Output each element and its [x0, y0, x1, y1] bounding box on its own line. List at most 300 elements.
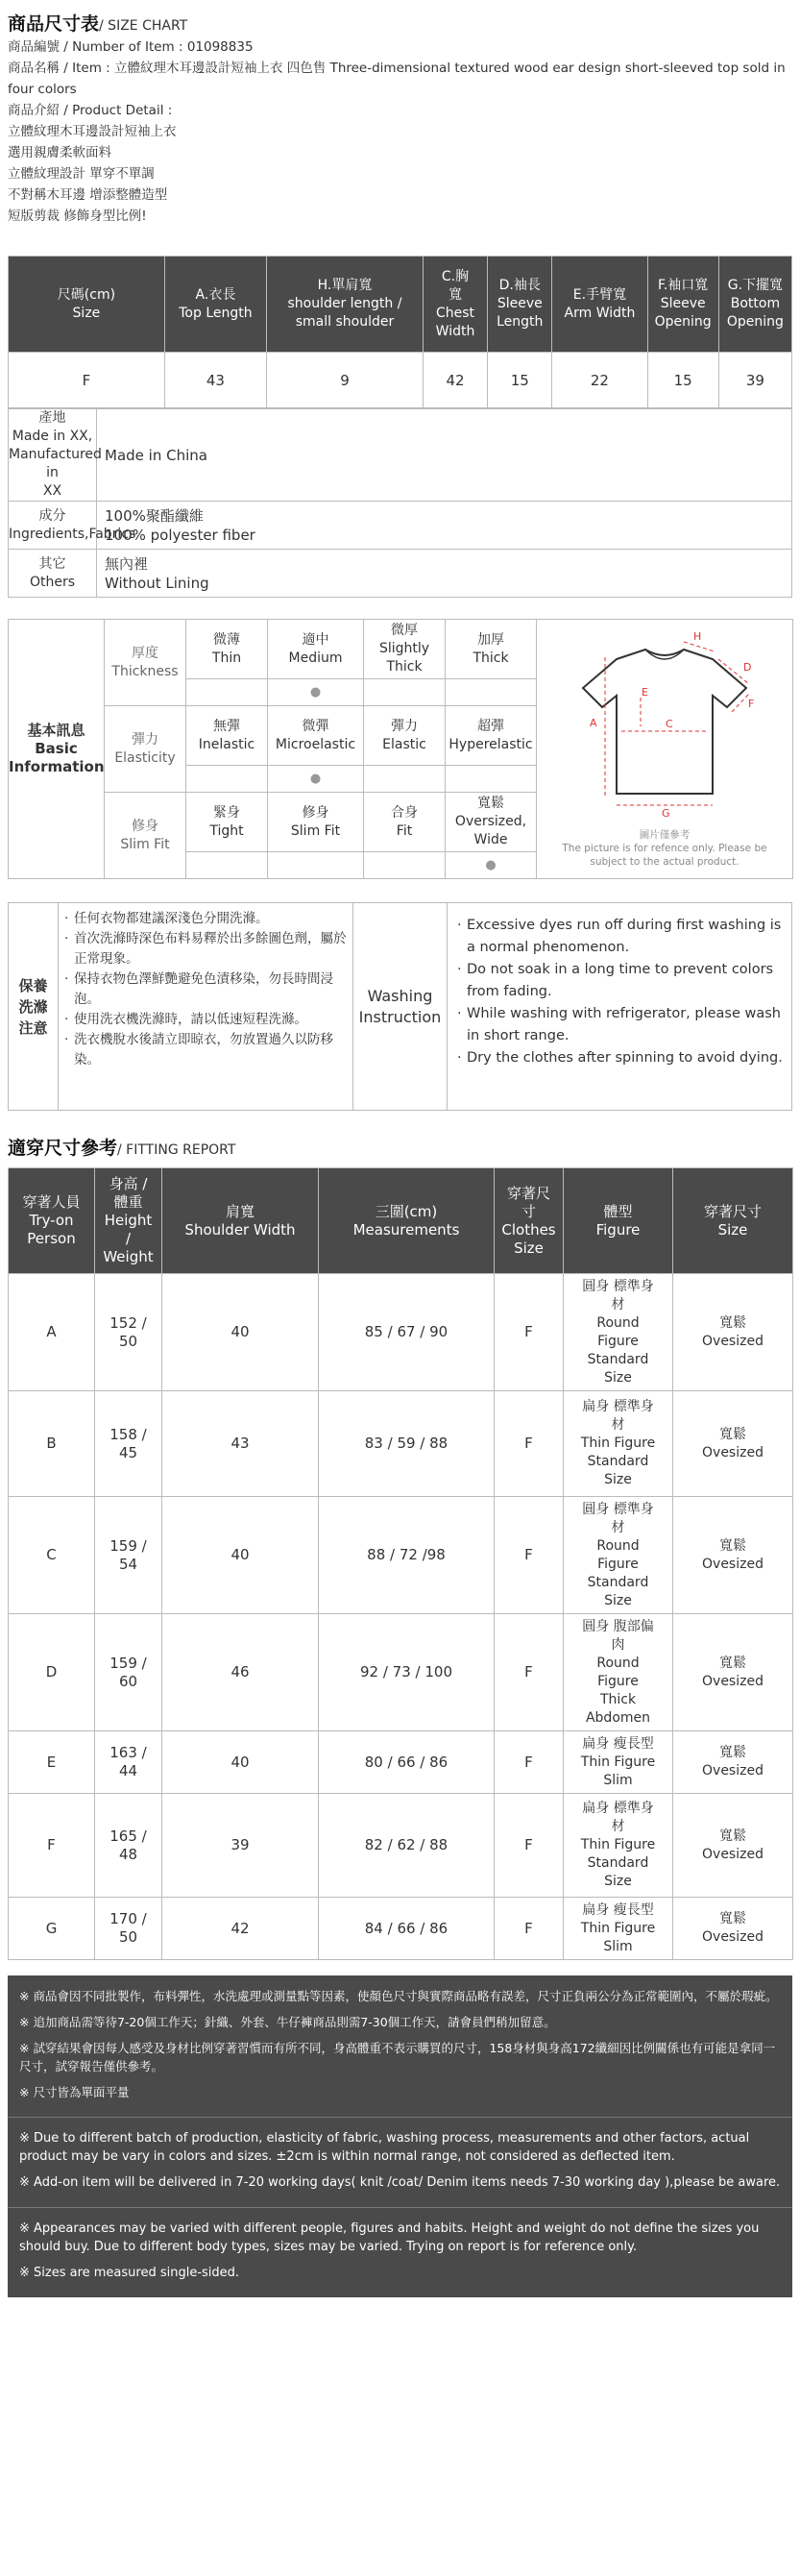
figure-line: Thin Figure	[580, 1837, 656, 1852]
hw-line: 170 /	[109, 1910, 147, 1927]
header-line: Measurements	[352, 1220, 460, 1239]
figure-line: 扁身 瘦長型	[582, 1735, 654, 1752]
person-cell: A	[9, 1274, 95, 1391]
label-line: 產地	[38, 410, 66, 426]
header-line: Opening	[726, 314, 784, 330]
header-line: G.下擺寬	[727, 278, 784, 293]
figure-line: Standard	[587, 1855, 649, 1871]
figure-line: 圓身 腹部偏	[582, 1618, 654, 1634]
clothes-size-cell: F	[495, 1391, 564, 1497]
diagram-letter: G	[662, 806, 670, 820]
fit-marker-empty	[186, 852, 268, 879]
fit-option	[186, 793, 268, 852]
header-line: 肩寬	[225, 1202, 255, 1220]
fitting-report-title	[8, 1134, 792, 1160]
hw-line: 165 /	[109, 1827, 147, 1845]
figure-line: Round	[596, 1655, 640, 1671]
fit-line: 寬鬆	[719, 1314, 746, 1331]
option-line: 彈力	[391, 718, 418, 734]
size-value-cell: 15	[488, 353, 552, 408]
figure-line: 扁身 標準身	[582, 1399, 654, 1414]
option-line: 超彈	[477, 718, 504, 734]
figure-line: Standard	[587, 1574, 649, 1590]
size-chart-header-row	[9, 257, 792, 353]
size-chart-data-row	[9, 353, 792, 408]
fit-label	[105, 793, 186, 879]
fit-line: Ovesized	[702, 1673, 764, 1689]
clothes-size-cell: F	[495, 1731, 564, 1794]
person-cell: F	[9, 1794, 95, 1898]
clothes-size-cell: F	[495, 1614, 564, 1731]
option-line: 適中	[302, 631, 329, 648]
size-value-cell: 22	[552, 353, 647, 408]
option-line: 合身	[391, 804, 418, 821]
label-line: 洗滌	[18, 997, 48, 1016]
title-en: / SIZE CHART	[99, 18, 188, 34]
washing-table	[8, 902, 792, 1111]
hw-line: 152 /	[109, 1313, 147, 1332]
fitting-row	[9, 1614, 793, 1731]
caption-line: subject to the actual product.	[590, 855, 739, 868]
elasticity-marker-empty	[186, 766, 268, 793]
person-cell: G	[9, 1898, 95, 1960]
figure-line: Figure	[597, 1556, 639, 1572]
fitting-row	[9, 1391, 793, 1497]
fabric-value	[97, 502, 792, 550]
height-weight-cell	[95, 1274, 162, 1391]
option-line: 加厚	[477, 631, 504, 648]
origin-row	[9, 409, 792, 502]
product-detail-line: 立體紋理木耳邊設計短袖上衣	[8, 124, 177, 139]
fitting-col-header	[95, 1168, 162, 1274]
shoulder-cell: 42	[162, 1898, 319, 1960]
header-line: Sleeve	[497, 296, 543, 311]
hw-line: 50	[118, 1928, 138, 1946]
option-line: 無彈	[213, 718, 240, 734]
thickness-marker-empty	[364, 679, 446, 706]
figure-line: 扁身 瘦長型	[582, 1901, 654, 1918]
thickness-option	[364, 620, 446, 679]
tshirt-diagram-icon	[549, 630, 780, 822]
fit-line: Ovesized	[702, 1846, 764, 1862]
figure-line: 材	[611, 1296, 625, 1313]
label-line: 成分	[38, 507, 66, 524]
size-value-cell: 9	[267, 353, 424, 408]
note-line: ※ 追加商品需等待7-20個工作天；針織、外套、牛仔褲商品則需7-30個工作天，請會員們稍加留意。	[19, 2015, 556, 2029]
person-cell: D	[9, 1614, 95, 1731]
clothes-size-cell: F	[495, 1898, 564, 1960]
label-line: Others	[29, 574, 76, 590]
thickness-option	[186, 620, 268, 679]
elasticity-marker-empty	[364, 766, 446, 793]
fit-size-cell	[673, 1731, 793, 1794]
label-line: Washing	[367, 986, 433, 1005]
hw-line: 50	[118, 1332, 138, 1350]
option-line: Slightly	[378, 641, 430, 656]
header-line: 寬	[448, 286, 463, 303]
others-label	[9, 550, 97, 598]
option-line: Slim Fit	[290, 822, 341, 839]
thickness-selected-marker: ●	[268, 679, 364, 706]
figure-cell	[564, 1614, 673, 1731]
header-line: C.胸	[441, 268, 470, 284]
label-line: 其它	[38, 555, 66, 572]
label-line: Ingredients,Fabrics	[9, 526, 136, 542]
figure-line: Size	[604, 1472, 632, 1487]
item-name: 商品名稱 / Item : 立體紋理木耳邊設計短袖上衣 四色售 Three-dimensional textured wood ear design short-sleeved top sold in four colors	[8, 61, 786, 97]
size-col-header	[647, 257, 718, 353]
label-line: XX	[42, 483, 62, 499]
figure-cell	[564, 1274, 673, 1391]
fit-line: Ovesized	[702, 1929, 764, 1945]
option-line: Tight	[209, 822, 244, 839]
fabric-row	[9, 502, 792, 550]
figure-line: Figure	[597, 1333, 639, 1349]
header-line: A.衣長	[195, 286, 236, 303]
washing-zh-item: · 保持衣物色澤鮮艷避免色漬移染，勿長時間浸泡。	[62, 969, 347, 1010]
label-line: Information	[9, 758, 105, 775]
diagram-letter: A	[590, 716, 597, 729]
fitting-row	[9, 1731, 793, 1794]
elasticity-option	[364, 706, 446, 766]
shoulder-cell: 43	[162, 1391, 319, 1497]
notes-panel	[8, 1975, 792, 2297]
origin-value: Made in China	[97, 409, 792, 502]
figure-cell	[564, 1391, 673, 1497]
note-line: ※ 試穿結果會因每人感受及身材比例穿著習慣而有所不同，身高體重不表示購買的尺寸，158身材與身高172纖細因比例關係也有可能是拿同一尺寸，試穿報告僅供參考。	[19, 2041, 776, 2073]
header-line: 穿著尺	[506, 1184, 550, 1202]
elasticity-label	[105, 706, 186, 793]
label-line: 彈力	[132, 731, 158, 748]
note-line: ※ Appearances may be varied with different people, figures and habits. Height and weight do not define the sizes you should buy. Due to different body types, sizes may be varied. Trying on report is for reference only.	[19, 2221, 760, 2254]
washing-en-label	[353, 903, 448, 1111]
option-line: Elastic	[382, 736, 426, 752]
height-weight-cell	[95, 1794, 162, 1898]
washing-en-item: · Do not soak in a long time to prevent colors from fading.	[455, 959, 786, 1003]
origin-label	[9, 409, 102, 502]
value-line: 無內裡	[105, 554, 149, 573]
label-line: 修身	[132, 818, 158, 834]
garment-diagram	[537, 620, 793, 879]
header-line: Shoulder Width	[184, 1220, 296, 1239]
washing-zh-item: · 使用洗衣機洗滌時，請以低速短程洗滌。	[62, 1010, 347, 1030]
header-line: H.單肩寬	[317, 278, 373, 293]
fit-size-cell	[673, 1274, 793, 1391]
fit-size-cell	[673, 1497, 793, 1614]
fit-line: Ovesized	[702, 1444, 764, 1460]
option-line: Inelastic	[198, 736, 255, 752]
person-cell: C	[9, 1497, 95, 1614]
fit-size-cell	[673, 1391, 793, 1497]
header-line: Try-on	[29, 1212, 74, 1229]
fitting-header-row	[9, 1168, 793, 1274]
washing-en-item: · While washing with refrigerator, please wash in short range.	[455, 1003, 786, 1047]
size-label-cell: F	[9, 353, 165, 408]
diagram-letter: D	[743, 660, 752, 674]
header-line: Weight	[103, 1248, 154, 1265]
notes-zh	[8, 1975, 792, 2118]
header-line: Person	[27, 1230, 76, 1247]
figure-line: Thin Figure	[580, 1920, 656, 1936]
header-line: shoulder length /	[287, 296, 402, 311]
option-line: Medium	[288, 650, 343, 666]
diagram-letter: C	[666, 717, 673, 730]
height-weight-cell	[95, 1898, 162, 1960]
figure-line: 圓身 標準身	[582, 1501, 654, 1517]
hw-line: 48	[118, 1845, 138, 1863]
fit-line: Ovesized	[702, 1556, 764, 1572]
product-detail-line: 選用親膚柔軟面料	[8, 145, 111, 160]
page-title	[8, 13, 792, 37]
option-line: Thick	[386, 659, 423, 675]
measurements-cell: 82 / 62 / 88	[319, 1794, 495, 1898]
fitting-col-header	[495, 1168, 564, 1274]
fit-marker-empty	[268, 852, 364, 879]
product-info-table	[8, 408, 792, 598]
label-line: Elasticity	[114, 749, 176, 766]
size-chart-table	[8, 256, 792, 408]
option-line: 寬鬆	[477, 796, 504, 811]
hw-line: 158 /	[109, 1425, 147, 1443]
notes-en-2	[8, 2208, 792, 2297]
size-col-header	[423, 257, 487, 353]
label-line: 厚度	[132, 645, 158, 661]
product-detail-label: 商品介紹 / Product Detail :	[8, 103, 173, 118]
person-cell: B	[9, 1391, 95, 1497]
hw-line: 159 /	[109, 1536, 147, 1555]
elasticity-selected-marker: ●	[268, 766, 364, 793]
clothes-size-cell: F	[495, 1274, 564, 1391]
elasticity-option	[268, 706, 364, 766]
header-line: /	[125, 1230, 132, 1247]
caption-line: The picture is for refence only. Please be	[562, 842, 767, 854]
header-line: 尺碼(cm)	[57, 286, 116, 303]
figure-cell	[564, 1794, 673, 1898]
figure-line: Standard	[587, 1351, 649, 1367]
value-line: 100%聚酯纖維	[105, 506, 204, 525]
elasticity-option	[446, 706, 537, 766]
header-line: Size	[717, 1220, 748, 1239]
figure-line: Figure	[597, 1673, 639, 1689]
fitting-title-zh: 適穿尺寸參考	[8, 1138, 118, 1159]
fit-line: 寬鬆	[719, 1911, 746, 1926]
option-line: Hyperelastic	[448, 736, 533, 752]
header-line: Size	[72, 305, 101, 321]
option-line: 微薄	[213, 631, 240, 648]
others-value	[97, 550, 792, 598]
fit-line: Ovesized	[702, 1763, 764, 1779]
washing-zh-list	[59, 903, 353, 1111]
fitting-row	[9, 1497, 793, 1614]
header-line: 三圍(cm)	[375, 1202, 438, 1220]
header-line: Clothes	[501, 1220, 556, 1239]
fitting-col-header	[564, 1168, 673, 1274]
option-line: 微彈	[302, 718, 329, 734]
washing-en-item: · Excessive dyes run off during first washing is a normal phenomenon.	[455, 915, 786, 959]
figure-line: Round	[596, 1314, 640, 1331]
thickness-options-row	[9, 620, 793, 679]
figure-line: 圓身 標準身	[582, 1278, 654, 1294]
label-line: 基本訊息	[27, 722, 85, 739]
label-line: Basic	[35, 740, 78, 757]
header-line: Bottom	[730, 296, 781, 311]
fit-option	[268, 793, 364, 852]
basic-info-label	[9, 620, 105, 879]
header-line: E.手臂寬	[572, 286, 627, 303]
basic-info-table	[8, 619, 793, 879]
diagram-letter: F	[748, 697, 755, 710]
fit-selected-marker: ●	[446, 852, 537, 879]
measurements-cell: 80 / 66 / 86	[319, 1731, 495, 1794]
fitting-col-header	[673, 1168, 793, 1274]
product-detail-line: 短版剪裁 修飾身型比例!	[8, 209, 147, 224]
elasticity-option	[186, 706, 268, 766]
option-line: 微厚	[391, 623, 418, 638]
thickness-label	[105, 620, 186, 706]
product-detail-lines	[8, 121, 792, 227]
diagram-letter: H	[693, 629, 702, 643]
fit-line: 寬鬆	[719, 1828, 746, 1844]
header-line: Arm Width	[564, 305, 636, 321]
thickness-marker-empty	[446, 679, 537, 706]
hw-line: 54	[118, 1555, 138, 1573]
option-line: Thin	[211, 650, 242, 666]
size-col-header	[718, 257, 791, 353]
figure-line: Size	[604, 1592, 632, 1608]
measurements-cell: 83 / 59 / 88	[319, 1391, 495, 1497]
header-line: Size	[514, 1239, 544, 1257]
note-line: ※ Due to different batch of production, elasticity of fabric, washing process, measurements and other factors, actual product may be vary in colors and sizes. ±2cm is within normal range, not considered as deflected item.	[19, 2131, 750, 2164]
fitting-row	[9, 1274, 793, 1391]
note-line: ※ 尺寸皆為單面平量	[19, 2085, 130, 2099]
fit-line: 寬鬆	[719, 1745, 746, 1760]
diagram-caption	[537, 828, 792, 869]
label-line: 保養	[18, 976, 48, 994]
fitting-report-table	[8, 1167, 793, 1960]
product-detail-line: 不對稱木耳邊 增添整體造型	[8, 187, 168, 203]
shoulder-cell: 40	[162, 1274, 319, 1391]
size-col-header	[552, 257, 647, 353]
option-line: 修身	[302, 804, 329, 821]
product-detail-line: 立體紋理設計 單穿不單調	[8, 166, 155, 182]
notes-en-1	[8, 2118, 792, 2208]
elasticity-marker-empty	[446, 766, 537, 793]
fitting-col-header	[319, 1168, 495, 1274]
fit-option	[364, 793, 446, 852]
size-col-header	[164, 257, 266, 353]
clothes-size-cell: F	[495, 1497, 564, 1614]
header-line: D.袖長	[498, 278, 541, 293]
measurements-cell: 84 / 66 / 86	[319, 1898, 495, 1960]
figure-line: 肉	[611, 1636, 625, 1653]
fitting-row	[9, 1794, 793, 1898]
fitting-title-en: / FITTING REPORT	[117, 1142, 236, 1158]
fit-line: 寬鬆	[719, 1655, 746, 1671]
fit-line: Ovesized	[702, 1333, 764, 1349]
measurements-cell: 88 / 72 /98	[319, 1497, 495, 1614]
value-line: 100% polyester fiber	[105, 526, 255, 544]
option-line: Microelastic	[275, 736, 356, 752]
size-col-header	[267, 257, 424, 353]
caption-line: 圖片僅參考	[639, 828, 691, 841]
fit-size-cell	[673, 1898, 793, 1960]
size-value-cell: 39	[718, 353, 791, 408]
figure-line: 扁身 標準身	[582, 1801, 654, 1816]
figure-line: Size	[604, 1874, 632, 1889]
option-line: Wide	[473, 832, 508, 847]
diagram-letter: E	[642, 685, 648, 699]
figure-cell	[564, 1731, 673, 1794]
figure-line: Slim	[603, 1938, 633, 1954]
fitting-col-header	[162, 1168, 319, 1274]
header-line: 體型	[603, 1202, 633, 1220]
washing-en-item: · Dry the clothes after spinning to avoid dying.	[455, 1047, 786, 1069]
figure-line: 材	[611, 1417, 625, 1433]
washing-en-list	[448, 903, 792, 1111]
header-line: 寸	[521, 1202, 536, 1220]
hw-line: 159 /	[109, 1654, 147, 1672]
value-line: Without Lining	[105, 574, 209, 592]
header-line: Chest	[435, 305, 475, 321]
header-line: 身高 /	[109, 1175, 148, 1192]
figure-line: 材	[611, 1519, 625, 1535]
measurements-cell: 92 / 73 / 100	[319, 1614, 495, 1731]
label-line: 注意	[18, 1018, 48, 1037]
figure-cell	[564, 1497, 673, 1614]
thickness-option	[446, 620, 537, 679]
thickness-marker-empty	[186, 679, 268, 706]
fit-marker-empty	[364, 852, 446, 879]
note-line: ※ Add-on item will be delivered in 7-20 working days( knit /coat/ Denim items needs 7-30 working day ),please be aware.	[19, 2175, 781, 2190]
option-line: Fit	[396, 822, 413, 839]
header-line: 穿著人員	[22, 1193, 81, 1211]
fit-line: 寬鬆	[719, 1537, 746, 1554]
figure-line: 材	[611, 1819, 625, 1834]
washing-zh-item: · 任何衣物都建議深淺色分開洗滌。	[62, 909, 347, 929]
label-line: Thickness	[111, 663, 179, 679]
hw-line: 45	[118, 1443, 138, 1461]
figure-line: Thin Figure	[580, 1754, 656, 1770]
note-line: ※ Sizes are measured single-sided.	[19, 2266, 240, 2280]
washing-zh-label	[9, 903, 59, 1111]
header-line: Width	[435, 323, 475, 339]
shoulder-cell: 46	[162, 1614, 319, 1731]
shoulder-cell: 39	[162, 1794, 319, 1898]
clothes-size-cell: F	[495, 1794, 564, 1898]
figure-line: Abdomen	[585, 1709, 651, 1726]
header-line: small shoulder	[295, 314, 395, 330]
fit-size-cell	[673, 1614, 793, 1731]
measurements-cell: 85 / 67 / 90	[319, 1274, 495, 1391]
shoulder-cell: 40	[162, 1731, 319, 1794]
height-weight-cell	[95, 1731, 162, 1794]
fit-option	[446, 793, 537, 852]
header-line: Opening	[654, 314, 712, 330]
option-line: Oversized,	[454, 814, 527, 829]
header-line: 體重	[113, 1193, 143, 1211]
figure-line: Round	[596, 1537, 640, 1554]
fitting-row	[9, 1898, 793, 1960]
washing-zh-item: · 首次洗滌時深色布料易釋於出多餘圖色劑，屬於正常現象。	[62, 929, 347, 969]
label-line: Manufactured in	[9, 447, 102, 480]
thickness-option	[268, 620, 364, 679]
figure-line: Standard	[587, 1454, 649, 1469]
option-line: 緊身	[213, 804, 240, 821]
others-row	[9, 550, 792, 598]
fitting-col-header	[9, 1168, 95, 1274]
hw-line: 60	[118, 1672, 138, 1690]
figure-cell	[564, 1898, 673, 1960]
